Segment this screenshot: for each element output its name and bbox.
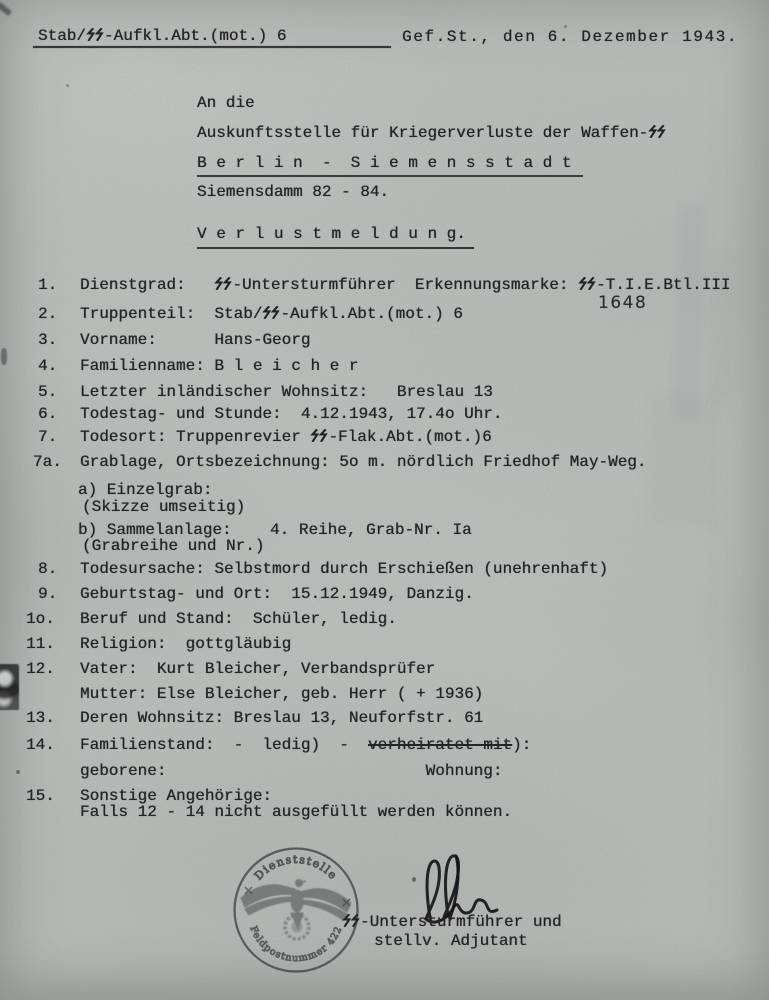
- form-line: Letzter inländischer Wohnsitz: Breslau 13: [80, 383, 493, 401]
- signer-role-line: stellv. Adjutant: [374, 932, 528, 950]
- form-line: Truppenteil: Stab/ -Aufkl.Abt.(mot.) 6: [80, 305, 463, 323]
- form-line: Todesort: Truppenrevier -Flak.Abt.(mot.)6: [80, 428, 492, 446]
- form-line: 1648: [598, 293, 648, 313]
- form-line: Grablage, Ortsbezeichnung: 5o m. nördlich Friedhof May-Weg.: [80, 453, 647, 471]
- stamp-top-text: Dienststelle: [251, 852, 341, 883]
- ss-runes-icon: [262, 306, 280, 319]
- form-line: Mutter: Else Bleicher, geb. Herr ( + 1936): [80, 685, 484, 703]
- form-line: Geburtstag- und Ort: 15.12.1949, Danzig.: [80, 585, 474, 603]
- date-line: Gef.St., den 6. Dezember 1943.: [402, 28, 739, 46]
- struck-text: verheiratet-mit: [368, 736, 513, 754]
- form-line: a) Einzelgrab:: [78, 481, 213, 499]
- form-line: Dienstgrad: -Untersturmführer Erkennungsmarke: -T.I.E.Btl.III: [80, 276, 731, 294]
- form-line: Falls 12 - 14 nicht ausgefüllt werden können.: [80, 803, 513, 821]
- address-salutation: An die: [197, 94, 255, 112]
- form-line-number: 7.: [38, 428, 58, 446]
- form-line: Deren Wohnsitz: Breslau 13, Neuforfstr. 61: [80, 709, 484, 727]
- form-line: Sonstige Angehörige:: [80, 787, 273, 805]
- stamp-bottom-text: Feldpostnummer 422: [247, 924, 345, 965]
- form-line-number: 8.: [38, 560, 58, 578]
- form-line: Beruf und Stand: Schüler, ledig.: [80, 610, 397, 628]
- document-title: V e r l u s t m e l d u n g.: [197, 225, 474, 249]
- form-line: Todesursache: Selbstmord durch Erschießen (unehrenhaft): [80, 560, 609, 578]
- form-line: Familienname: B l e i c h e r: [80, 357, 359, 375]
- form-line-number: 12.: [26, 660, 55, 678]
- form-line: Vorname: Hans-Georg: [80, 331, 311, 349]
- form-line: Familienstand: - ledig) - verheiratet-mit):: [80, 736, 532, 754]
- form-line-number: 14.: [26, 736, 55, 754]
- form-line-number: 15.: [26, 787, 55, 805]
- form-line-number: 13.: [26, 709, 55, 727]
- address-street: Siemensdamm 82 - 84.: [197, 183, 390, 201]
- form-line: Vater: Kurt Bleicher, Verbandsprüfer: [80, 660, 436, 678]
- form-line: b) Sammelanlage: 4. Reihe, Grab-Nr. Ia: [78, 521, 472, 539]
- address-city: B e r l i n - S i e m e n s s t a d t: [197, 154, 583, 177]
- form-line-number: 6.: [38, 405, 58, 423]
- ss-runes-icon: [214, 277, 232, 290]
- form-line-number: 11.: [26, 635, 55, 653]
- form-line-number: 9.: [38, 585, 58, 603]
- form-line: (Grabreihe und Nr.): [82, 537, 265, 555]
- ss-runes-icon: [578, 277, 596, 290]
- unit-designation: Stab/ -Aufkl.Abt.(mot.) 6: [38, 27, 287, 45]
- ss-runes-icon: [342, 914, 360, 927]
- signer-rank-line: -Untersturmführer und: [342, 913, 562, 932]
- form-line-number: 3.: [38, 331, 58, 349]
- form-line-number: 5.: [38, 383, 58, 401]
- form-line-number: 4.: [38, 357, 58, 375]
- form-line: Todestag- und Stunde: 4.12.1943, 17.4o Uhr.: [80, 405, 503, 423]
- form-line: Religion: gottgläubig: [80, 635, 292, 653]
- form-line-number: 1.: [38, 276, 58, 294]
- form-line: geborene: Wohnung:: [80, 762, 503, 780]
- address-office: Auskunftsstelle für Kriegerverluste der Waffen-: [197, 124, 666, 143]
- ss-runes-icon: [310, 429, 328, 442]
- unit-stamp: [221, 835, 371, 985]
- form-line-number: 1o.: [26, 610, 55, 628]
- form-line-number: 2.: [38, 305, 58, 323]
- form-line: (Skizze umseitig): [82, 498, 246, 516]
- form-line-number: 7a.: [33, 453, 62, 471]
